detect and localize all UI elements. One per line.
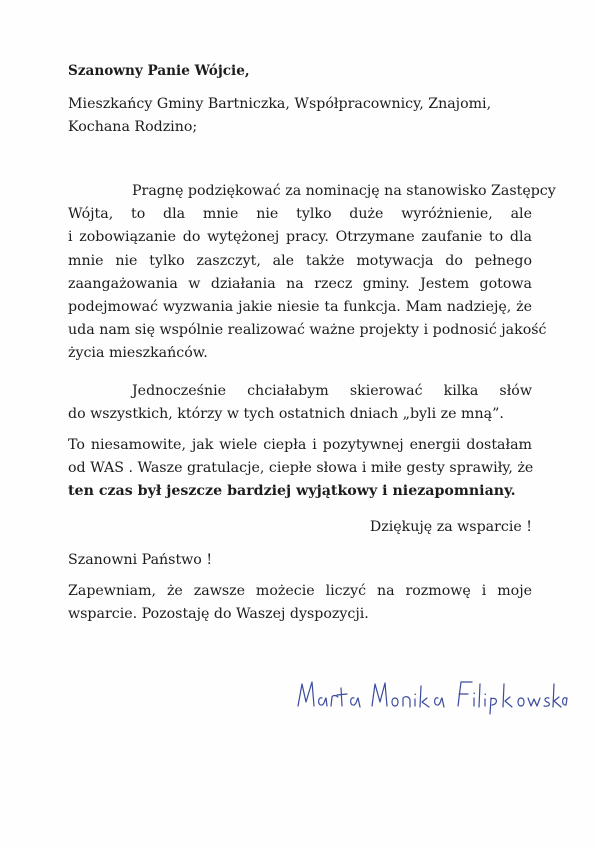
paragraph-line: Pragnę podziękować za nominację na stanowisko Zastępcy [132, 183, 556, 199]
paragraph-line: To niesamowite, jak wiele ciepła i pozytywnej energii dostałam [68, 437, 532, 453]
paragraph-line: i zobowiązanie do wytężonej pracy. Otrzymane zaufanie to dla [68, 229, 532, 246]
paragraph-nomination-thanks [68, 180, 556, 366]
paragraph-line: życia mieszkańców. [68, 345, 208, 362]
paragraph-line: zaangażowania w działania na rzecz gminy. Jestem gotowa [68, 275, 532, 292]
paragraph-line: wsparcie. Pozostaję do Waszej dyspozycji. [68, 606, 369, 623]
paragraph-words-to-all [68, 380, 532, 426]
second-salutation: Szanowni Państwo ! [68, 552, 213, 568]
paragraph-warmth-energy [68, 434, 532, 504]
paragraph-line: Jednocześnie chciałabym skierować kilka słów [132, 383, 532, 399]
paragraph-line: do wszystkich, którzy w tych ostatnich dniach „byli ze mną”. [68, 406, 504, 423]
address-line-2: Kochana Rodzino; [68, 119, 198, 135]
paragraph-line: Wójta, to dla mnie nie tylko duże wyróżnienie, ale [68, 206, 532, 223]
address-line-1: Mieszkańcy Gminy Bartniczka, Współpracownicy, Znajomi, [68, 96, 492, 112]
letter-greeting: Szanowny Panie Wójcie, [68, 63, 250, 79]
paragraph-line: Zapewniam, że zawsze możecie liczyć na rozmowę i moje [68, 583, 532, 599]
paragraph-line: uda nam się wspólnie realizować ważne projekty i podnosić jakość [68, 322, 547, 339]
paragraph-line-emphasis: ten czas był jeszcze bardziej wyjątkowy i niezapomniany. [68, 483, 516, 500]
handwritten-signature [292, 662, 568, 722]
paragraph-line: podejmować wyzwania jakie niesie ta funkcja. Mam nadzieję, że [68, 298, 532, 315]
thanks-line: Dziękuję za wsparcie ! [369, 519, 532, 535]
paragraph-closing [68, 580, 532, 626]
paragraph-line: od WAS . Wasze gratulacje, ciepłe słowa i miłe gesty sprawiły, że [68, 460, 534, 477]
paragraph-line: mnie nie tylko zaszczyt, ale także motywacja do pełnego [68, 252, 532, 269]
